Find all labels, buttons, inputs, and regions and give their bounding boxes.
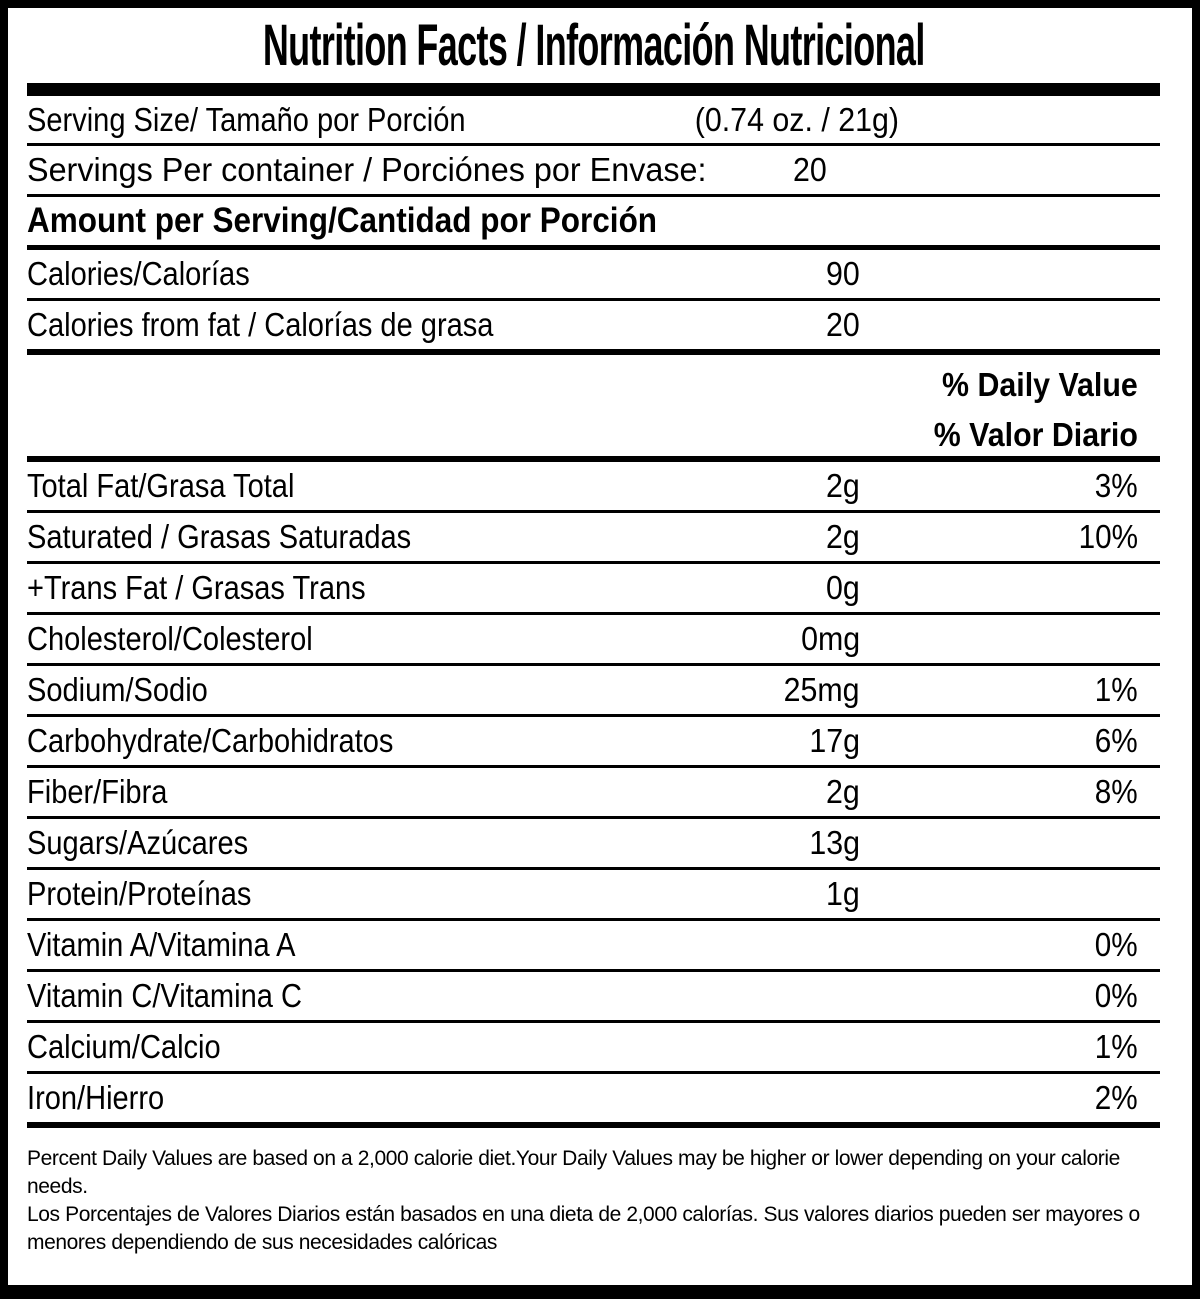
title-divider-bar	[27, 83, 1160, 96]
daily-value-header-en: % Daily Value	[942, 365, 1138, 403]
nutrient-label: Calcium/Calcio	[27, 1028, 221, 1065]
nutrient-percent: 6%	[1095, 722, 1138, 759]
label-title: Nutrition Facts / Información Nutricional	[262, 13, 925, 78]
nutrient-value: 13g	[809, 824, 860, 861]
calories-from-fat-value: 20	[826, 306, 860, 343]
nutrient-percent: 0%	[1095, 926, 1138, 963]
calories-from-fat-label: Calories from fat / Calorías de grasa	[27, 306, 494, 343]
nutrient-row	[27, 717, 1160, 768]
nutrient-percent: 3%	[1095, 467, 1138, 504]
nutrient-row	[27, 513, 1160, 564]
daily-value-header-es: % Valor Diario	[933, 416, 1138, 453]
nutrient-label: Sugars/Azúcares	[27, 824, 249, 861]
footnote-en: Percent Daily Values are based on a 2,000 calorie diet.Your Daily Values may be higher or lower depending on your calorie needs.	[27, 1147, 1120, 1198]
nutrient-label: Sodium/Sodio	[27, 671, 208, 708]
nutrient-value: 1g	[826, 875, 860, 912]
daily-value-header-en-row	[27, 355, 1160, 414]
nutrient-row	[27, 819, 1160, 870]
nutrient-row	[27, 564, 1160, 615]
nutrient-value: 2g	[826, 773, 860, 810]
servings-per-container-label: Servings Per container / Porciónes por Envase:	[27, 151, 707, 188]
servings-per-container-value: 20	[793, 151, 827, 188]
nutrient-row	[27, 462, 1160, 513]
nutrient-percent: 1%	[1095, 1028, 1138, 1065]
serving-size-value: (0.74 oz. / 21g)	[694, 100, 899, 138]
calories-label: Calories/Calorías	[27, 255, 250, 292]
amount-per-serving-header: Amount per Serving/Cantidad por Porción	[27, 201, 658, 240]
nutrient-row	[27, 1023, 1160, 1074]
nutrient-value: 17g	[809, 722, 860, 759]
nutrient-label: Saturated / Grasas Saturadas	[27, 518, 412, 555]
nutrient-label: Protein/Proteínas	[27, 875, 252, 912]
nutrient-percent: 0%	[1095, 977, 1138, 1014]
nutrient-label: Total Fat/Grasa Total	[27, 467, 295, 504]
nutrient-label: Iron/Hierro	[27, 1079, 165, 1116]
nutrient-percent: 8%	[1095, 773, 1138, 810]
nutrient-label: Carbohydrate/Carbohidratos	[27, 722, 394, 759]
nutrient-table	[27, 462, 1160, 1128]
nutrient-value: 25mg	[784, 671, 860, 708]
nutrient-label: Cholesterol/Colesterol	[27, 620, 313, 657]
calories-row	[27, 250, 1160, 301]
title-wrap	[27, 8, 1160, 83]
nutrient-row	[27, 972, 1160, 1023]
nutrient-percent: 1%	[1095, 671, 1138, 708]
nutrient-row	[27, 1074, 1160, 1128]
serving-size-row	[27, 96, 1160, 146]
amount-per-serving-header-row	[27, 197, 1160, 250]
nutrient-label: Vitamin A/Vitamina A	[27, 926, 296, 963]
nutrient-row	[27, 666, 1160, 717]
serving-size-label: Serving Size/ Tamaño por Porción	[27, 100, 466, 138]
nutrient-row	[27, 615, 1160, 666]
nutrient-percent: 2%	[1095, 1079, 1138, 1116]
nutrient-value: 2g	[826, 467, 860, 504]
nutrient-label: Vitamin C/Vitamina C	[27, 977, 302, 1014]
nutrient-value: 2g	[826, 518, 860, 555]
nutrient-row	[27, 921, 1160, 972]
nutrient-label: Fiber/Fibra	[27, 773, 168, 810]
calories-value: 90	[826, 255, 860, 292]
footnote-es: Los Porcentajes de Valores Diarios están basados en una dieta de 2,000 calorías. Sus valores diarios pueden ser mayores o menores dependiendo de sus necesidades calóricas	[27, 1203, 1140, 1254]
label-content	[27, 8, 1160, 1257]
nutrient-value: 0g	[826, 569, 860, 606]
nutrient-label: +Trans Fat / Grasas Trans	[27, 569, 366, 606]
footnotes	[27, 1128, 1160, 1257]
servings-per-container-row	[27, 146, 1160, 197]
nutrient-row	[27, 768, 1160, 819]
nutrient-percent: 10%	[1078, 518, 1138, 555]
nutrient-row	[27, 870, 1160, 921]
daily-value-header-es-row	[27, 414, 1160, 462]
nutrient-value: 0mg	[800, 620, 860, 657]
calories-from-fat-row	[27, 301, 1160, 355]
